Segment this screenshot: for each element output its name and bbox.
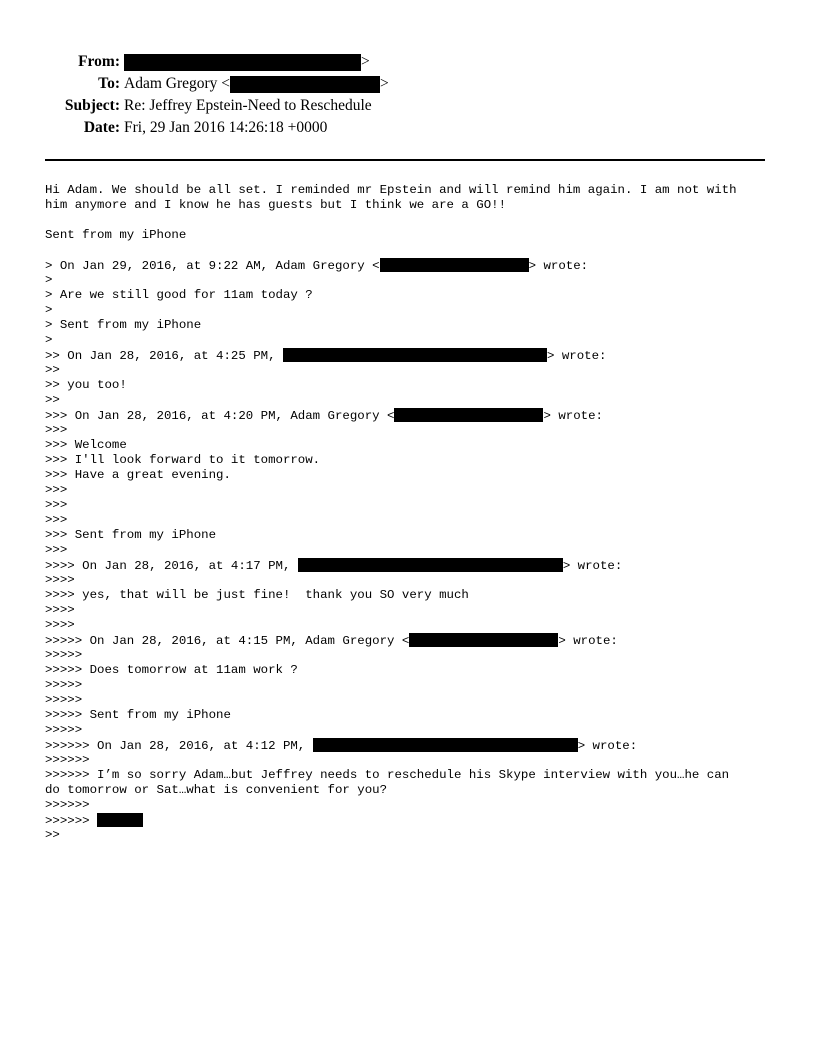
redacted-sender: [283, 348, 547, 362]
redacted-recipient: [230, 76, 380, 93]
date-label: Date:: [83, 119, 120, 136]
quote-line: >>> I'll look forward to it tomorrow.: [45, 453, 321, 467]
to-name: Adam Gregory <: [124, 75, 231, 92]
redacted-sender: [313, 738, 578, 752]
body-line: Hi Adam. We should be all set. I reminded mr Epstein and will remind him again. I am not with: [45, 183, 737, 197]
quote-attribution: >>> On Jan 28, 2016, at 4:20 PM, Adam Gregory < > wrote:: [45, 409, 603, 423]
date-row: [0, 119, 816, 141]
redacted-email: [380, 258, 529, 272]
subject-row: [0, 97, 816, 119]
quote-line: >>>>>>: [45, 753, 90, 767]
quote-line: >>>>> Sent from my iPhone: [45, 708, 231, 722]
quote-attribution: >>>> On Jan 28, 2016, at 4:17 PM, > wrote:: [45, 559, 623, 573]
quote-line: >: [45, 333, 53, 347]
quote-line: > Sent from my iPhone: [45, 318, 202, 332]
to-label: To:: [98, 75, 120, 92]
body-line: him anymore and I know he has guests but I think we are a GO!!: [45, 198, 507, 212]
quote-line: >>>>>>: [45, 798, 90, 812]
quote-line: >>>>: [45, 618, 75, 632]
redacted-email: [409, 633, 558, 647]
quote-line: >>>>>: [45, 723, 83, 737]
quote-line: >>>>> Does tomorrow at 11am work ?: [45, 663, 298, 677]
redacted-email: [394, 408, 543, 422]
quote-attribution: >> On Jan 28, 2016, at 4:25 PM, > wrote:: [45, 349, 607, 363]
quote-line: >>> Welcome: [45, 438, 127, 452]
quote-signature-line: >>>>>>: [45, 813, 143, 829]
to-suffix: >: [380, 75, 389, 92]
quote-line: >>>>: [45, 603, 75, 617]
quote-line: >>>: [45, 423, 68, 437]
from-row: [0, 53, 816, 75]
quote-attribution: >>>>>> On Jan 28, 2016, at 4:12 PM, > wrote:: [45, 739, 638, 753]
quote-line: >: [45, 303, 53, 317]
quote-line: >>>>>: [45, 648, 83, 662]
signature-line: Sent from my iPhone: [45, 228, 187, 242]
to-row: [0, 75, 816, 97]
subject-label: Subject:: [64, 97, 120, 114]
quote-line: >>>: [45, 498, 68, 512]
quote-line: >>>>>: [45, 693, 83, 707]
quote-line: >>>: [45, 513, 68, 527]
quote-line: >>>>>: [45, 678, 83, 692]
quote-line: >: [45, 273, 53, 287]
quote-line: >> you too!: [45, 378, 127, 392]
quote-line: >>>: [45, 483, 68, 497]
quote-line: >>> Sent from my iPhone: [45, 528, 217, 542]
date-value: Fri, 29 Jan 2016 14:26:18 +0000: [124, 119, 328, 136]
quote-line: >>>>: [45, 573, 75, 587]
quote-line: >>: [45, 393, 60, 407]
redacted-signature: [97, 813, 143, 827]
from-label: From:: [78, 53, 120, 70]
quote-line: >>: [45, 828, 60, 842]
header-divider: [45, 159, 765, 161]
quote-line: >>>>>> I’m so sorry Adam…but Jeffrey needs to reschedule his Skype interview with you…he can: [45, 768, 730, 782]
quote-line: >>: [45, 363, 60, 377]
quote-line: >>> Have a great evening.: [45, 468, 231, 482]
quote-attribution: >>>>> On Jan 28, 2016, at 4:15 PM, Adam Gregory < > wrote:: [45, 634, 618, 648]
quote-line: do tomorrow or Sat…what is convenient for you?: [45, 783, 388, 797]
redacted-sender: [298, 558, 563, 572]
from-suffix: >: [361, 53, 370, 70]
quote-line: >>>> yes, that will be just fine! thank you SO very much: [45, 588, 469, 602]
quote-line: >>>: [45, 543, 68, 557]
subject-value: Re: Jeffrey Epstein-Need to Reschedule: [124, 97, 372, 114]
redacted-sender: [124, 54, 361, 71]
quote-line: > Are we still good for 11am today ?: [45, 288, 313, 302]
quote-attribution: > On Jan 29, 2016, at 9:22 AM, Adam Gregory < > wrote:: [45, 259, 589, 273]
